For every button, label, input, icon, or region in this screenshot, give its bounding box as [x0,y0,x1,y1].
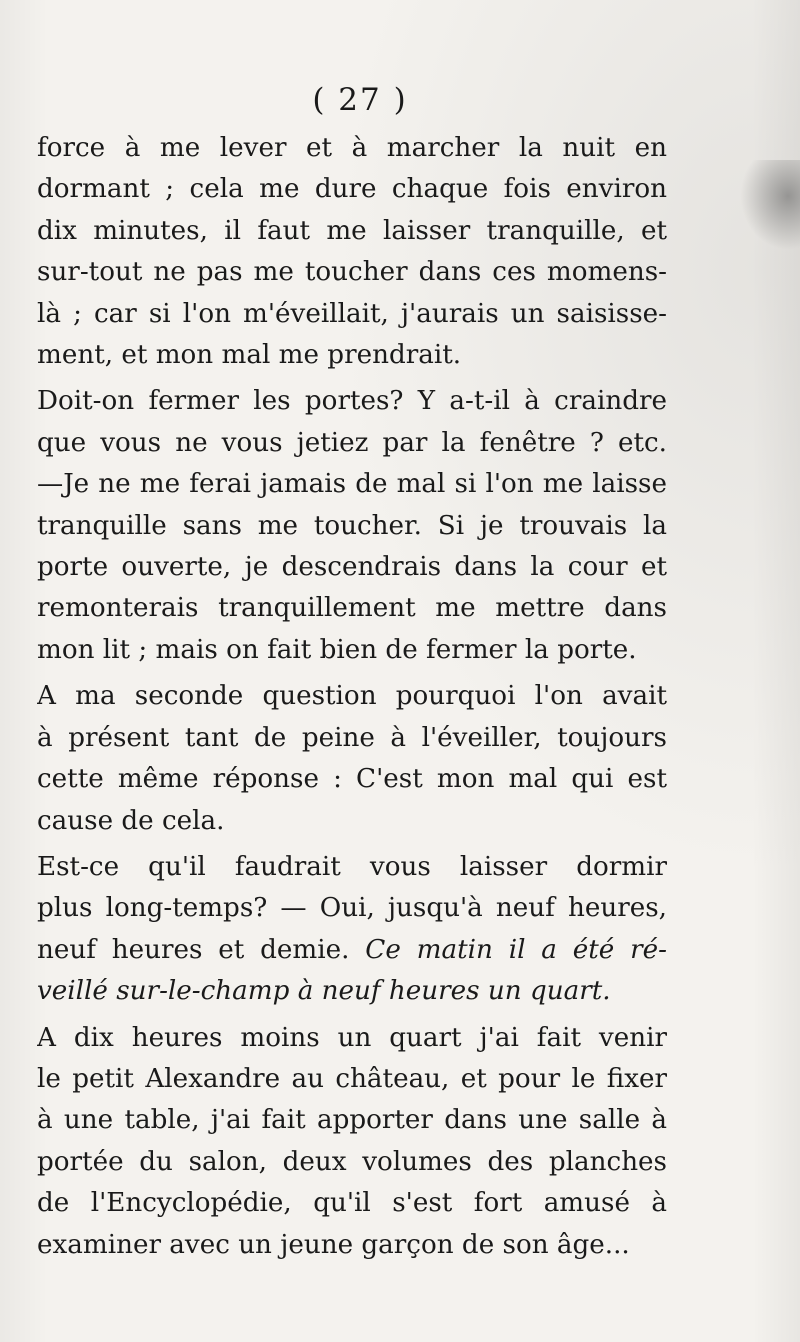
text-line: cause de cela. [37,805,225,836]
text-line: que vous ne vous jetiez par la fenêtre ? etc. [37,427,667,458]
page-number: ( 27 ) [312,82,408,118]
text-line: portée du salon, deux volumes des planches [37,1146,667,1177]
body-text [37,128,667,1266]
text-line: là ; car si l'on m'éveillait, j'aurais un saisisse- [37,298,667,329]
paragraph-4 [37,847,667,1013]
italic-note: Ce matin il a été ré- [365,934,667,965]
paragraph-1 [37,128,667,376]
text-line-mixed [37,930,667,971]
text-line: dormant ; cela me dure chaque fois environ [37,174,667,205]
text-line: remonterais tranquillement me mettre dans [37,593,667,624]
text-line: de l'Encyclopédie, qu'il s'est fort amusé à [37,1188,667,1219]
text-line: porte ouverte, je descendrais dans la cour et [37,552,667,583]
text-line: plus long-temps? — Oui, jusqu'à neuf heures, [37,893,667,924]
text-line: mon lit ; mais on fait bien de fermer la porte. [37,634,637,665]
text-line: A dix heures moins un quart j'ai fait venir [37,1022,667,1053]
text-line: sur-tout ne pas me toucher dans ces momens- [37,257,667,288]
ink-smudge [740,160,800,250]
plain-text: neuf heures et demie. [37,934,350,965]
text-line: Est-ce qu'il faudrait vous laisser dormir [37,851,667,882]
text-line: cette même réponse : C'est mon mal qui est [37,764,667,795]
text-line: —Je ne me ferai jamais de mal si l'on me laisse [37,469,667,500]
text-line: le petit Alexandre au château, et pour le fixer [37,1063,667,1094]
text-line: à une table, j'ai fait apporter dans une salle à [37,1105,667,1136]
italic-note-line: veillé sur-le-champ à neuf heures un quart. [37,976,611,1007]
text-line: à présent tant de peine à l'éveiller, toujours [37,722,667,753]
text-line: dix minutes, il faut me laisser tranquille, et [37,215,667,246]
text-line: examiner avec un jeune garçon de son âge... [37,1229,630,1260]
text-line: A ma seconde question pourquoi l'on avait [37,681,667,712]
paragraph-2 [37,381,667,671]
text-line: tranquille sans me toucher. Si je trouvais la [37,510,667,541]
paragraph-5 [37,1018,667,1266]
text-line: ment, et mon mal me prendrait. [37,340,462,371]
text-line: force à me lever et à marcher la nuit en [37,133,667,163]
paragraph-3 [37,676,667,842]
text-line: Doit-on fermer les portes? Y a-t-il à craindre [37,386,667,417]
